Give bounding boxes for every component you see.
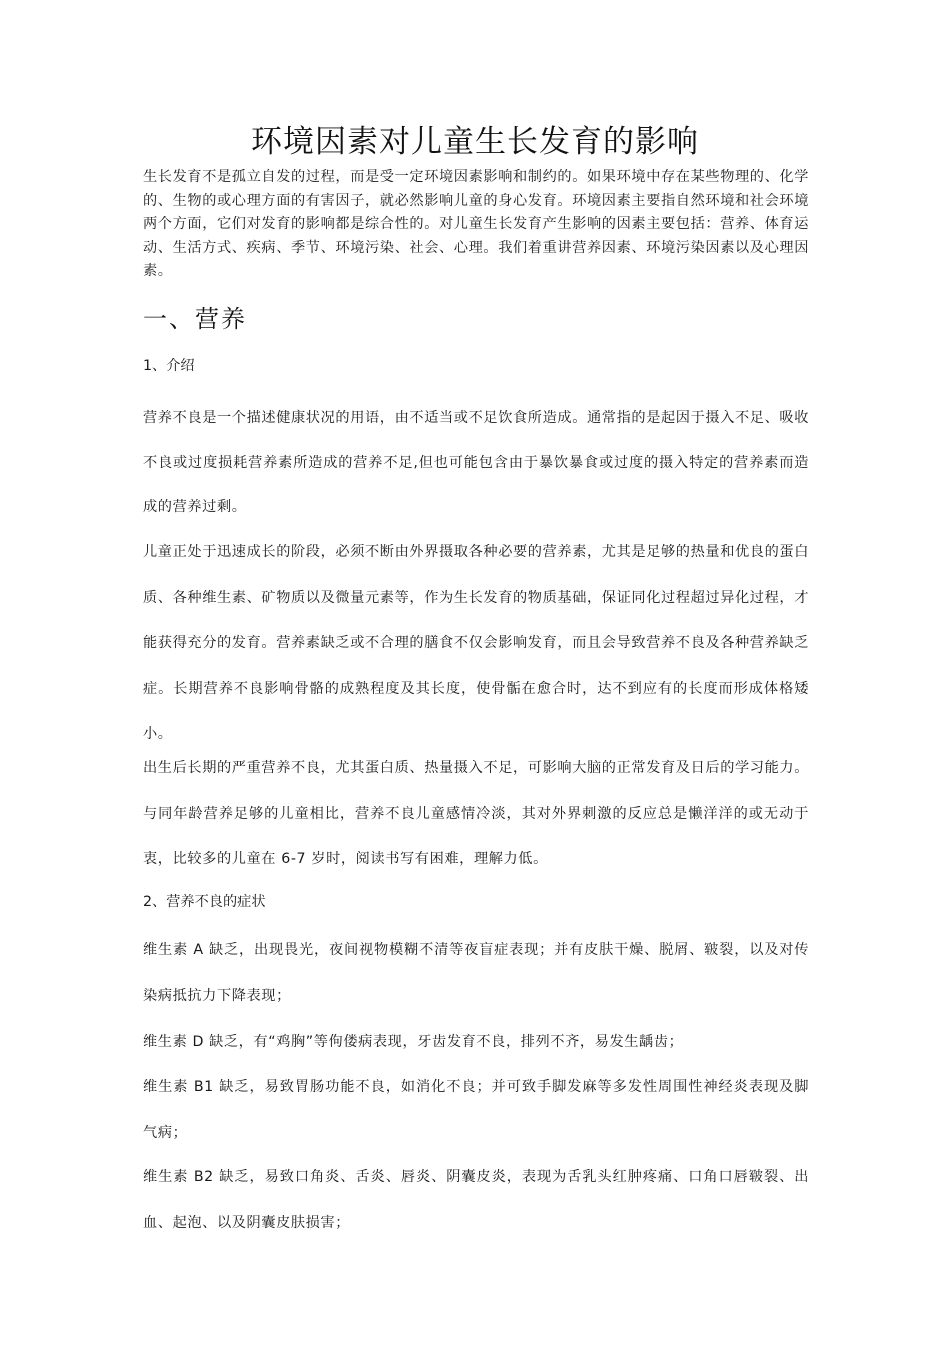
section-heading-nutrition: 一、营养 [143, 305, 247, 333]
document-title: 环境因素对儿童生长发育的影响 [251, 124, 699, 160]
subheading-symptoms: 2、营养不良的症状 [143, 894, 266, 910]
paragraph-text: 营养不良是一个描述健康状况的用语，由不适当或不足饮食所造成。通常指的是起因于摄入不足、吸收不良或过度损耗营养素所造成的营养不足,但也可能包含由于暴饮暴食或过度的摄入特定的营养素而造成的营养过剩。 [143, 410, 809, 515]
paragraph-text: 维生素 D 缺乏，有“鸡胸”等佝偻病表现，牙齿发育不良，排列不齐，易发生龋齿； [143, 1034, 684, 1050]
paragraph-malnutrition-definition [143, 396, 809, 530]
paragraph-text: 维生素 A 缺乏，出现畏光，夜间视物模糊不清等夜盲症表现；并有皮肤干燥、脱屑、皲裂，以及对传染病抵抗力下降表现； [143, 942, 809, 1004]
symptom-vitamin-b1 [143, 1065, 809, 1156]
paragraph-text: 维生素 B1 缺乏，易致胃肠功能不良，如消化不良；并可致手脚发麻等多发性周围性神经炎表现及脚气病； [143, 1079, 809, 1141]
intro-paragraph: 生长发育不是孤立自发的过程，而是受一定环境因素影响和制约的。如果环境中存在某些物理的、化学的、生物的或心理方面的有害因子，就必然影响儿童的身心发育。环境因素主要指自然环境和社会环境两个方面，它们对发育的影响都是综合性的。对儿童生长发育产生影响的因素主要包括：营养、体育运动、生活方式、疾病、季节、环境污染、社会、心理。我们着重讲营养因素、环境污染因素以及心理因素。 [143, 169, 809, 280]
paragraph-text: 出生后长期的严重营养不良，尤其蛋白质、热量摄入不足，可影响大脑的正常发育及日后的学习能力。与同年龄营养足够的儿童相比，营养不良儿童感情冷淡，其对外界刺激的反应总是懒洋洋的或无动于衷，比较多的儿童在 6-7 岁时，阅读书写有困难，理解力低。 [143, 760, 809, 867]
paragraph-text: 儿童正处于迅速成长的阶段，必须不断由外界摄取各种必要的营养素，尤其是足够的热量和优良的蛋白质、各种维生素、矿物质以及微量元素等，作为生长发育的物质基础，保证同化过程超过异化过程，才能获得充分的发育。营养素缺乏或不合理的膳食不仅会影响发育，而且会导致营养不良及各种营养缺乏症。长期营养不良影响骨骼的成熟程度及其长度，使骨骺在愈合时，达不到应有的长度而形成体格矮小。 [143, 544, 809, 742]
paragraph-text: 维生素 B2 缺乏，易致口角炎、舌炎、唇炎、阴囊皮炎，表现为舌乳头红肿疼痛、口角口唇皲裂、出血、起泡、以及阴囊皮肤损害； [143, 1169, 809, 1231]
paragraph-brain-development [143, 746, 809, 883]
paragraph-child-growth [143, 530, 809, 758]
symptom-vitamin-a [143, 928, 809, 1019]
symptom-vitamin-b2 [143, 1155, 809, 1246]
subheading-introduction: 1、介绍 [143, 358, 195, 374]
symptom-vitamin-d [143, 1020, 809, 1066]
